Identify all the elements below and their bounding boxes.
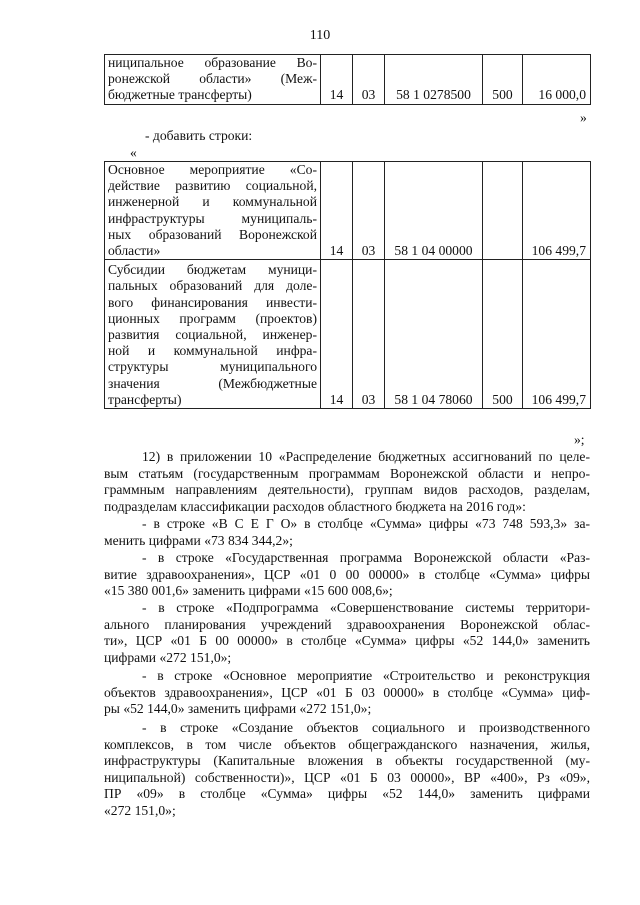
row-name-line: структуры муниципального [108,359,317,375]
sum-cell: 106 499,7 [523,260,591,409]
row-name-line: Субсидии бюджетам муници- [108,262,317,278]
row-name-line: области» [108,243,161,259]
paragraph-capital-investments [104,720,590,820]
rz-cell: 14 [321,260,353,409]
paragraph-line: - в строке «Создание объектов социального и производственного [142,720,590,735]
paragraph-line: ПР «09» в столбце «Сумма» цифры «52 144,0» заменить цифрами [104,786,590,802]
page-number: 110 [309,28,331,43]
csr-cell: 58 1 04 78060 [385,260,483,409]
paragraph-line: - в строке «Подпрограмма «Совершенствование системы территори- [142,600,590,615]
paragraph-line: инфраструктуры (Капитальные вложения в объекты государственной (му- [104,753,590,769]
vr-cell: 500 [483,260,523,409]
paragraph-line: граммным направлениям деятельности), группам видов расходов, разделам, [104,482,590,498]
paragraph-line: 12) в приложении 10 «Распределение бюджетных ассигнований по целе- [142,449,590,464]
rz-cell: 14 [321,162,353,260]
vr-cell [483,162,523,260]
row-name-line: развития социальной, инженер- [108,327,317,343]
row-name-line: пальных образований для доле- [108,278,317,294]
paragraph-line: - в строке «В С Е Г О» в столбце «Сумма» цифры «73 748 593,3» за- [142,516,590,531]
add-rows-label: - добавить строки: [145,128,253,143]
csr-cell: 58 1 0278500 [385,55,483,105]
paragraph-line: цифрами «272 151,0»; [104,649,232,665]
row-name-line: ных образований Воронежской [108,226,317,242]
paragraph-line: - в строке «Основное мероприятие «Строительство и реконструкция [142,668,590,683]
rz-cell: 14 [321,55,353,105]
paragraph-line: менить цифрами «73 834 344,2»; [104,532,293,548]
pr-cell: 03 [353,162,385,260]
pr-cell: 03 [353,55,385,105]
table-row [105,55,591,105]
paragraph-subprogram [104,600,590,666]
row-name-cell [105,162,321,260]
paragraph-line: «15 380 001,6» заменить цифрами «15 600 008,6»; [104,583,393,599]
paragraph-line: вым статьям (государственным программам Воронежской области и непро- [104,465,590,481]
paragraph-total [104,516,590,549]
row-name-cell [105,55,321,105]
table-row [105,260,591,409]
row-name-line: ниципальное образование Во- [108,55,317,70]
vr-cell: 500 [483,55,523,105]
row-name-line: действие развитию социальной, [108,178,317,194]
paragraph-line: подразделам классификации расходов областного бюджета на 2016 год»: [104,498,526,514]
pr-cell: 03 [353,260,385,409]
row-name-line: вого финансирования инвести- [108,294,317,310]
row-name-line: ной и коммунальной инфра- [108,343,317,359]
paragraph-main-activity [104,668,590,718]
row-name-line: значения (Межбюджетные [108,375,317,391]
budget-table-new-rows [104,161,591,409]
paragraph-line: - в строке «Государственная программа Воронежской области «Раз- [142,550,590,565]
paragraph-line: комплексов, в том числе объектов общегражданского назначения, жилья, [104,736,590,752]
row-name-line: бюджетные трансферты) [108,87,252,103]
row-name-line: инфраструктуры муниципаль- [108,210,317,226]
paragraph-line: «272 151,0»; [104,802,176,818]
paragraph-line: ры «52 144,0» заменить цифрами «272 151,0»; [104,701,372,717]
closing-quote: »; [574,432,585,447]
row-name-line: Основное мероприятие «Со- [108,162,317,177]
table-row [105,162,591,260]
sum-cell: 106 499,7 [523,162,591,260]
paragraph-line: объектов здравоохранения», ЦСР «01 Б 03 00000» в столбце «Сумма» циф- [104,684,590,700]
row-name-line: ронежской области» (Меж- [108,71,317,87]
row-name-line: трансферты) [108,391,182,407]
row-name-cell [105,260,321,409]
paragraph-12 [104,449,590,515]
closing-quote: » [580,110,587,125]
csr-cell: 58 1 04 00000 [385,162,483,260]
opening-quote: « [130,145,137,160]
row-name-line: ционных программ (проектов) [108,310,317,326]
sum-cell: 16 000,0 [523,55,591,105]
row-name-line: инженерной и коммунальной [108,194,317,210]
paragraph-line: витие здравоохранения», ЦСР «01 0 00 00000» в столбце «Сумма» цифры [104,566,590,582]
paragraph-line: ниципальной) собственности)», ЦСР «01 Б 03 00000», ВР «400», Рз «09», [104,769,590,785]
paragraph-state-program [104,550,590,600]
paragraph-line: ти», ЦСР «01 Б 00 00000» в столбце «Сумма» цифры «52 144,0» заменить [104,633,590,649]
paragraph-line: ального планирования учреждений здравоохранения Воронежской облас- [104,616,590,632]
budget-table-continued [104,54,591,105]
